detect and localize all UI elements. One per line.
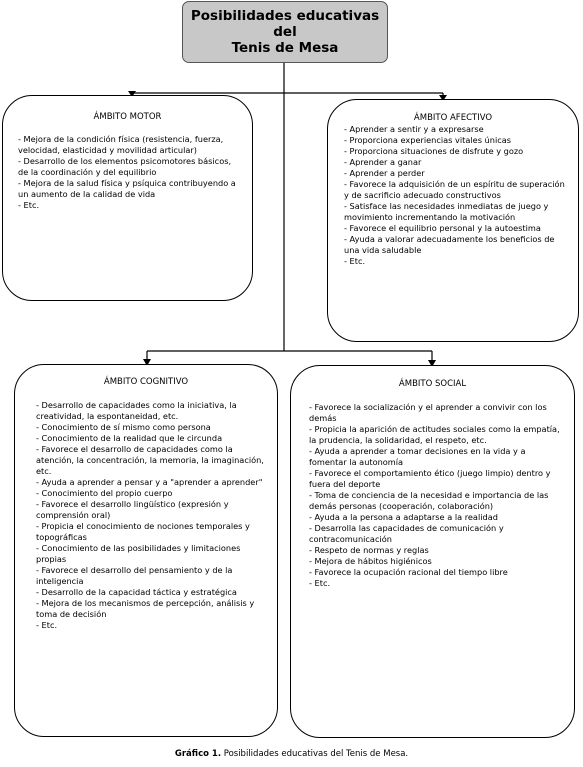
caption-text: Posibilidades educativas del Tenis de Mesa. xyxy=(221,749,409,759)
list-item: - Mejora de los mecanismos de percepción, análisis y toma de decisión xyxy=(36,598,255,619)
box-title-social: ÁMBITO SOCIAL xyxy=(398,379,467,389)
list-item: - Etc. xyxy=(344,256,366,266)
title-line-2: Tenis de Mesa xyxy=(231,40,339,56)
list-item: - Conocimiento del propio cuerpo xyxy=(36,488,173,498)
list-item: - Favorece la ocupación racional del tiempo libre xyxy=(309,567,508,577)
list-item: - Proporciona experiencias vitales únicas xyxy=(344,135,511,145)
list-item: - Conocimiento de las posibilidades y limitaciones propias xyxy=(36,543,241,564)
figure-caption xyxy=(0,749,583,759)
box-ambito-motor xyxy=(2,95,253,301)
list-item: - Etc. xyxy=(18,200,40,210)
list-item: - Ayuda a aprender a tomar decisiones en la vida y a fomentar la autonomía xyxy=(309,446,526,467)
list-item: - Respeto de normas y reglas xyxy=(309,545,429,555)
list-item: - Etc. xyxy=(309,578,331,588)
list-item: - Etc. xyxy=(36,620,58,630)
list-cognitivo xyxy=(36,400,265,631)
list-item: - Toma de conciencia de la necesidad e importancia de las demás personas (cooperación, colaboración) xyxy=(309,490,549,511)
list-item: - Desarrollo de la capacidad táctica y estratégica xyxy=(36,587,237,597)
list-afectivo xyxy=(344,124,570,267)
box-ambito-social xyxy=(290,365,575,738)
list-item: - Favorece el desarrollo del pensamiento y de la inteligencia xyxy=(36,565,233,586)
list-item: - Ayuda a valorar adecuadamente los beneficios de una vida saludable xyxy=(344,234,555,255)
list-item: - Conocimiento de sí mismo como persona xyxy=(36,422,211,432)
list-item: - Ayuda a la persona a adaptarse a la realidad xyxy=(309,512,498,522)
list-item: - Aprender a perder xyxy=(344,168,425,178)
caption-label: Gráfico 1. xyxy=(174,749,222,759)
list-item: - Desarrolla las capacidades de comunicación y contracomunicación xyxy=(309,523,504,544)
box-title-cognitivo: ÁMBITO COGNITIVO xyxy=(103,377,189,387)
list-item: - Mejora de hábitos higiénicos xyxy=(309,556,432,566)
list-item: - Favorece la socialización y el aprender a convivir con los demás xyxy=(309,402,547,423)
diagram-title xyxy=(182,1,388,63)
title-line-1: Posibilidades educativas del xyxy=(190,8,380,40)
list-item: - Mejora de la salud física y psíquica contribuyendo a un aumento de la calidad de vida xyxy=(18,178,236,199)
list-item: - Favorece la adquisición de un espíritu de superación y de sacrificio adecuado constructivos xyxy=(344,179,565,200)
list-item: - Ayuda a aprender a pensar y a "aprender a aprender" xyxy=(36,477,263,487)
list-item: - Satisface las necesidades inmediatas de juego y movimiento incrementando la motivación xyxy=(344,201,549,222)
list-item: - Propicia la aparición de actitudes sociales como la empatía, la prudencia, la solidaridad, el respeto, etc. xyxy=(309,424,560,445)
list-item: - Favorece el comportamiento ético (juego limpio) dentro y fuera del deporte xyxy=(309,468,551,489)
list-item: - Propicia el conocimiento de nociones temporales y topográficas xyxy=(36,521,250,542)
list-item: - Mejora de la condición física (resistencia, fuerza, velocidad, elasticidad y movilidad articular) xyxy=(18,134,224,155)
box-title-motor: ÁMBITO MOTOR xyxy=(93,112,162,122)
list-item: - Proporciona situaciones de disfrute y gozo xyxy=(344,146,524,156)
box-ambito-cognitivo xyxy=(14,364,278,737)
list-item: - Aprender a ganar xyxy=(344,157,422,167)
list-item: - Desarrollo de capacidades como la iniciativa, la creatividad, la espontaneidad, etc. xyxy=(36,400,237,421)
list-item: - Favorece el desarrollo de capacidades como la atención, la concentración, la memoria, la imaginación, etc. xyxy=(36,444,264,476)
list-item: - Favorece el equilibrio personal y la autoestima xyxy=(344,223,541,233)
list-item: - Favorece el desarrollo lingüístico (expresión y comprensión oral) xyxy=(36,499,229,520)
list-item: - Aprender a sentir y a expresarse xyxy=(344,124,484,134)
list-social xyxy=(309,402,562,589)
box-title-afectivo: ÁMBITO AFECTIVO xyxy=(413,113,493,123)
list-motor xyxy=(18,134,242,211)
list-item: - Conocimiento de la realidad que le circunda xyxy=(36,433,223,443)
box-ambito-afectivo xyxy=(327,99,579,342)
list-item: - Desarrollo de los elementos psicomotores básicos, de la coordinación y del equilibrio xyxy=(18,156,232,177)
